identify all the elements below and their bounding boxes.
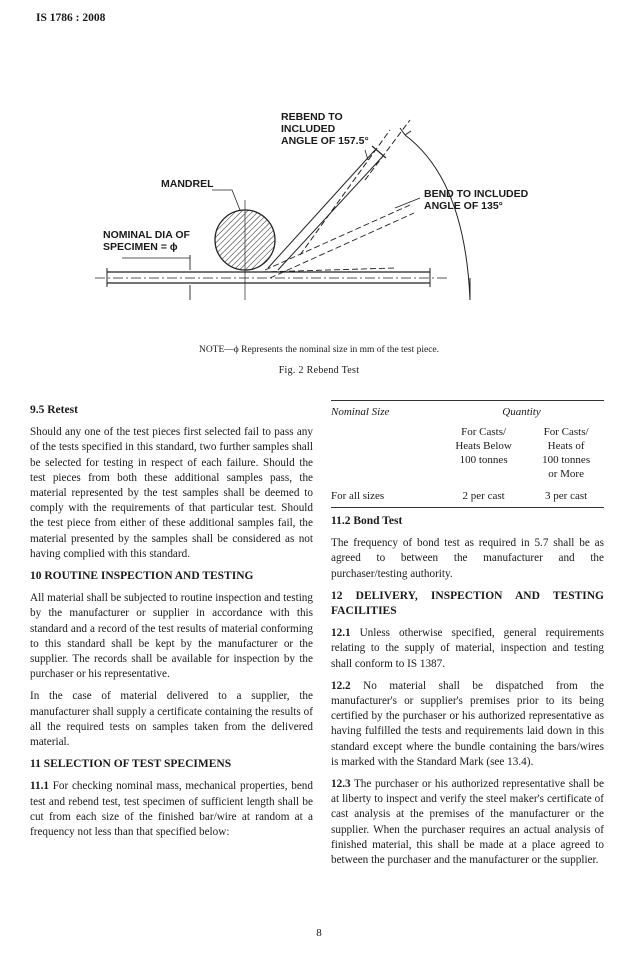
rebend-label-line2: INCLUDED (281, 123, 336, 135)
figure-caption: Fig. 2 Rebend Test (278, 365, 360, 376)
figure-note: NOTE—ϕ Represents the nominal size in mm of the test piece. (198, 345, 440, 355)
table-row-val2: 3 per cast (545, 490, 588, 502)
table-sub1 (439, 419, 528, 481)
selection-text: For checking nominal mass, mechanical properties, bend test and rebend test, test specimen of sufficient length shall be cut from each size of the finished bar/wire at random at a frequency not less than that specified below: (30, 780, 313, 839)
retest-text: Should any one of the test pieces first selected fail to pass any of the tests specified in this standard, two further samples shall be selected for testing in respect of each failure. Should the test pieces from both these additional samples pass, the material represented by the test samples shall be deemed to comply with the requirements of that particular test. Should the test piece from either of these additional samples fail, the material presented by the samples shall be considered as not having complied with this standard. (30, 426, 313, 560)
para-12-1-text: Unless otherwise specified, general requirements relating to the supply of material, inspection and testing shall conform to IS 1387. (331, 627, 604, 670)
right-column (331, 400, 604, 875)
bend-label-line2: ANGLE OF 135° (424, 200, 503, 212)
selection-heading: 11 SELECTION OF TEST SPECIMENS (30, 758, 232, 771)
bend-135-lines (262, 205, 414, 278)
bond-text: The frequency of bond test as required in 5.7 shall be as agreed to between the manufacturer and the purchaser/testing authority. (331, 537, 604, 580)
mandrel-label: MANDREL (161, 178, 214, 190)
bond-heading: 11.2 Bond Test (331, 515, 403, 527)
table-col2-header: Quantity (502, 406, 541, 418)
table-col1-header: Nominal Size (331, 406, 390, 418)
para-12-2 (331, 679, 604, 770)
left-column (30, 403, 313, 847)
routine-heading: 10 ROUTINE INSPECTION AND TESTING (30, 570, 254, 583)
table-row-label: For all sizes (331, 490, 385, 502)
para-12-2-text: No material shall be dispatched from the manufacturer's or supplier's premises prior to its being certified by the purchaser or his authorized representative as having fulfilled the tests and requirements laid down in this standard except where the bundle containing the bars/wires is marked with the Standard Mark (see 13.4). (331, 679, 604, 768)
page-number: 8 (316, 927, 322, 939)
table-row-val1: 2 per cast (462, 490, 505, 502)
para-12-1-num: 12.1 (331, 627, 351, 640)
rebend-label (281, 111, 369, 147)
sub2-line2: Heats of (547, 440, 585, 452)
rebend-label-line3: ANGLE OF 157.5° (281, 135, 369, 147)
selection-num: 11.1 (30, 780, 49, 793)
bend-label (424, 188, 528, 212)
para-12-3-text: The purchaser or his authorized representative shall be at liberty to inspect and verify the steel maker's certificate of cast analysis at the premises of the manufacturer or the supplier. When the purchaser requires an actual analysis of finished material, this shall be made at a place agreed to between the purchaser and the manufacturer or the supplier. (331, 778, 604, 867)
rebend-test-diagram (0, 0, 638, 340)
routine-para-2: In the case of material delivered to a supplier, the manufacturer shall supply a certificate containing the results of all the required tests on samples taken from the delivered material. (30, 690, 313, 749)
sub2-line4: or More (548, 468, 584, 480)
selection-para (30, 779, 313, 840)
sub2-line3: 100 tonnes (542, 454, 591, 466)
delivery-heading: 12 DELIVERY, INSPECTION AND TESTING FACILITIES (331, 589, 604, 618)
sub1-line2: Heats Below (455, 440, 512, 452)
specimen-bar (95, 268, 450, 287)
para-12-2-num: 12.2 (331, 679, 351, 692)
nominal-dia-label (103, 229, 190, 253)
bend-label-line1: BEND TO INCLUDED (424, 188, 529, 200)
sampling-table (331, 400, 604, 508)
sub2-line1: For Casts/ (543, 426, 589, 438)
routine-para-1: All material shall be subjected to routine inspection and testing by the manufacturer or supplier in accordance with this standard and a record of the test results of material conforming to this standard shall be kept by the manufacturer or the supplier. The records shall be available for inspection by the purchaser or his representative. (30, 592, 313, 681)
para-12-1 (331, 626, 604, 672)
para-12-3-num: 12.3 (331, 778, 351, 791)
table-sub2 (528, 419, 604, 481)
retest-heading: 9.5 Retest (30, 404, 78, 416)
nominal-label-line2: SPECIMEN = ϕ (103, 241, 178, 253)
para-12-3 (331, 777, 604, 868)
nominal-label-line1: NOMINAL DIA OF (103, 229, 190, 241)
sub1-line1: For Casts/ (461, 426, 507, 438)
sub1-line3: 100 tonnes (459, 454, 508, 466)
standard-header: IS 1786 : 2008 (36, 12, 106, 24)
rebend-label-line1: REBEND TO (281, 111, 343, 123)
